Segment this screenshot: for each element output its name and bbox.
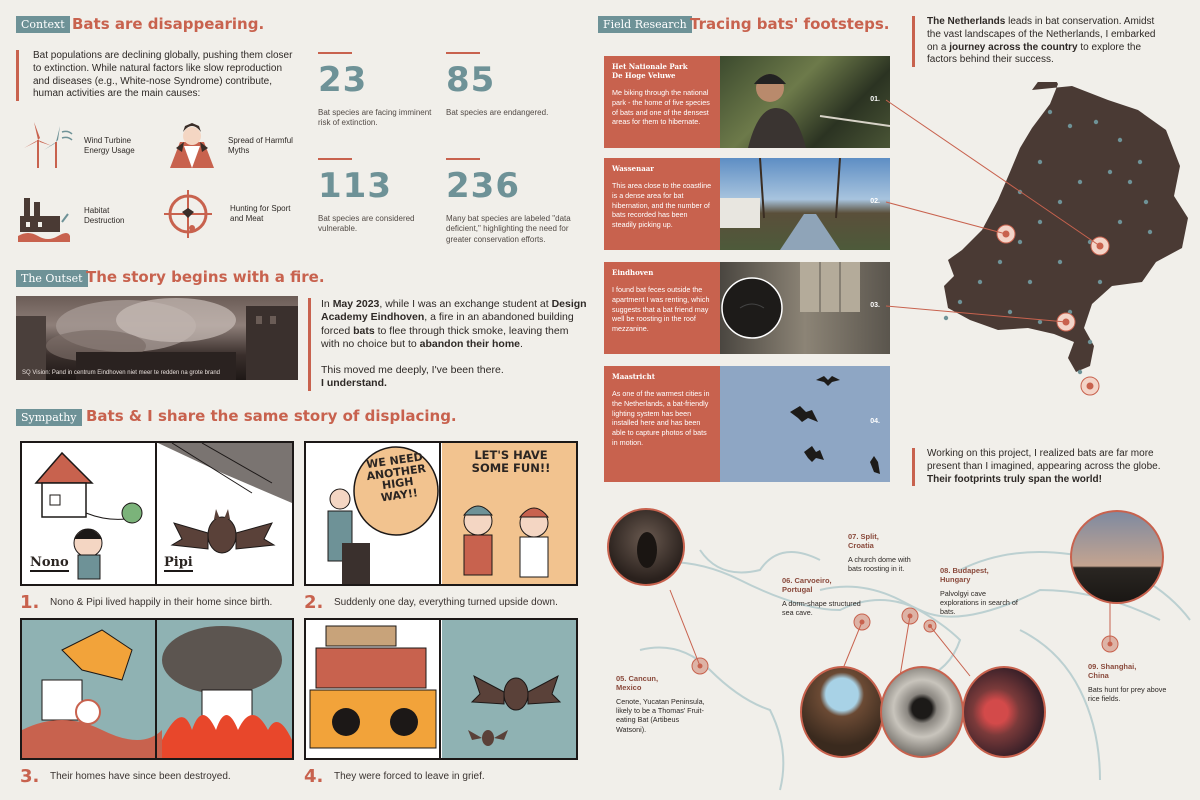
stat-number: 85 (446, 60, 496, 100)
location-title: 05. Cancun, Mexico (616, 674, 659, 693)
photo-number: 04. (870, 418, 880, 425)
card-title: Het Nationale Park De Hoge Veluwe (612, 62, 688, 81)
cause-label-myths: Spread of Harmful Myths (228, 136, 293, 156)
context-title: Bats are disappearing. (72, 15, 265, 33)
vampire-icon (166, 118, 218, 170)
location-body: Bats hunt for prey above rice fields. (1088, 684, 1167, 704)
photo-number: 02. (870, 198, 880, 205)
field-title: Tracing bats' footsteps. (690, 15, 890, 33)
stat-divider (446, 52, 480, 54)
sympathy-tag: Sympathy (16, 409, 82, 426)
location-body: A dorm-shape structured sea cave. (782, 598, 861, 618)
field-card-wassenaar (604, 158, 720, 250)
stat-23 (318, 52, 438, 129)
location-shanghai (1088, 662, 1168, 703)
cause-myths (166, 118, 306, 170)
stat-caption: Bat species are endangered. (446, 108, 549, 117)
cause-habitat (16, 192, 156, 244)
location-title: 09. Shanghai, China (1088, 662, 1137, 681)
photo-cancun (607, 508, 685, 586)
context-intro-text: Bat populations are declining globally, pushing them closer to extinction. While natural factors like slow reproduction and diseases (e.g., White-nose Syndrome) contribute, human activities are the main causes: (33, 50, 293, 100)
label-nono: Nono (30, 555, 69, 570)
field-intro: The Netherlands leads in bat conservation. Amidst the vast landscapes of the Netherlands, I embarked on a journey across the country to explore the factors behind their success. (912, 16, 1164, 67)
wind-turbine-icon (22, 118, 74, 170)
field-card-maastricht (604, 366, 720, 482)
stat-divider (446, 158, 480, 160)
stat-divider (318, 52, 352, 54)
field-outro: Working on this project, I realized bats are far more present than I imagined, appearing across the globe. Their footprints truly span the world! (912, 448, 1174, 486)
outset-paragraph-2: This moved me deeply, I've been there. (321, 363, 504, 376)
outset-paragraph-1: In May 2023, while I was an exchange student at Design Academy Eindhoven, a fire in an abandoned building forced bats to flee through thick smoke, leaving them with no choice but to abandon their home. (321, 298, 587, 351)
biker-figure (720, 56, 890, 148)
outset-tag: The Outset (16, 270, 88, 287)
crosshair-icon (162, 188, 214, 240)
comic-panel-4 (304, 618, 578, 760)
card-title: Eindhoven (612, 268, 654, 277)
card-title: Maastricht (612, 372, 655, 381)
photo-split (880, 666, 964, 758)
comic-panel-2 (304, 441, 578, 586)
label-pipi: Pipi (164, 555, 193, 570)
outset-title: The story begins with a fire. (86, 268, 325, 286)
field-card-eindhoven (604, 262, 720, 354)
caption-number-3: 3. (20, 766, 40, 787)
stat-113 (318, 158, 438, 235)
location-carvoeiro (782, 576, 862, 617)
fire-photo (16, 296, 298, 380)
caption-text-4: They were forced to leave in grief. (334, 771, 485, 782)
fire-photo-caption: SQ Vision: Pand in centrum Eindhoven niet meer te redden na grote brand (22, 370, 221, 376)
context-intro (16, 50, 294, 101)
cause-wind (22, 118, 162, 170)
cause-label-hunting: Hunting for Sport and Meat (230, 204, 291, 224)
stat-caption: Many bat species are labeled "data deficient," highlighting the need for greater conservation efforts. (446, 214, 571, 244)
stat-caption: Bat species are considered vulnerable. (318, 214, 415, 234)
location-title: 08. Budapest, Hungary (940, 566, 989, 585)
field-tag: Field Research (598, 16, 692, 33)
bats-in-flight (720, 366, 890, 482)
context-tag: Context (16, 16, 70, 33)
photo-maastricht (720, 366, 890, 482)
comic-panel-3 (20, 618, 294, 760)
connector-lines (880, 90, 1200, 350)
location-split (848, 532, 918, 573)
stat-divider (318, 158, 352, 160)
location-title: 07. Split, Croatia (848, 532, 879, 551)
card-body: Me biking through the national park - the home of five species of bats and one of the densest areas for them to hibernate. (612, 88, 710, 127)
card-title: Wassenaar (612, 164, 654, 173)
cause-label-wind: Wind Turbine Energy Usage (84, 136, 135, 156)
location-budapest (940, 566, 1026, 617)
caption-text-1: Nono & Pipi lived happily in their home since birth. (50, 597, 273, 608)
factory-icon (16, 192, 72, 244)
stat-85 (446, 52, 576, 118)
stat-236 (446, 158, 586, 245)
location-title: 06. Carvoeiro, Portugal (782, 576, 832, 595)
outset-paragraph-3: I understand. (321, 377, 387, 390)
cause-label-habitat: Habitat Destruction (84, 206, 125, 226)
photo-budapest (962, 666, 1046, 758)
photo-number: 01. (870, 96, 880, 103)
smoke-scene (16, 296, 298, 380)
canal-scene (720, 158, 890, 250)
stat-number: 23 (318, 60, 368, 100)
card-body: As one of the warmest cities in the Netherlands, a bat-friendly lighting system has been installed here and has been able to capture photos of bats in motion. (612, 389, 710, 447)
caption-text-3: Their homes have since been destroyed. (50, 771, 231, 782)
caption-number-4: 4. (304, 766, 324, 787)
stat-caption: Bat species are facing imminent risk of extinction. (318, 108, 432, 128)
speech-bubble-fun: LET'S HAVE SOME FUN!! (471, 448, 551, 476)
photo-wassenaar (720, 158, 890, 250)
card-body: This area close to the coastline is a dense area for bat hibernation, and the number of bats recorded has been steadily picking up. (612, 181, 712, 229)
photo-carvoeiro (800, 666, 884, 758)
speech-bubble-highway: WE NEED ANOTHER HIGH WAY!! (365, 450, 427, 504)
location-body: Palvolgyi cave explorations in search of bats. (940, 588, 1018, 617)
card-body: I found bat feces outside the apartment I was renting, which suggests that a bat friend may well be roosting in the roof mezzanine. (612, 285, 710, 333)
location-body: A church dome with bats roosting in it. (848, 554, 911, 574)
stat-number: 113 (318, 166, 392, 206)
cause-hunting (162, 188, 302, 244)
caption-number-1: 1. (20, 592, 40, 613)
comic-3-art (22, 620, 292, 758)
stat-number: 236 (446, 166, 520, 206)
photo-veluwe (720, 56, 890, 148)
photo-shanghai (1070, 510, 1164, 604)
photo-eindhoven (720, 262, 890, 354)
location-cancun (616, 674, 708, 734)
caption-text-2: Suddenly one day, everything turned upside down. (334, 597, 558, 608)
field-card-veluwe (604, 56, 720, 148)
apartment-scene (720, 262, 890, 354)
location-body: Cenote, Yucatan Peninsula, likely to be a Thomas' Fruit-eating Bat (Artibeus Watsoni). (616, 696, 705, 734)
caption-number-2: 2. (304, 592, 324, 613)
comic-4-art (306, 620, 576, 758)
sympathy-title: Bats & I share the same story of displacing. (86, 407, 457, 425)
comic-panel-1 (20, 441, 294, 586)
outset-story (308, 298, 588, 391)
photo-number: 03. (870, 302, 880, 309)
